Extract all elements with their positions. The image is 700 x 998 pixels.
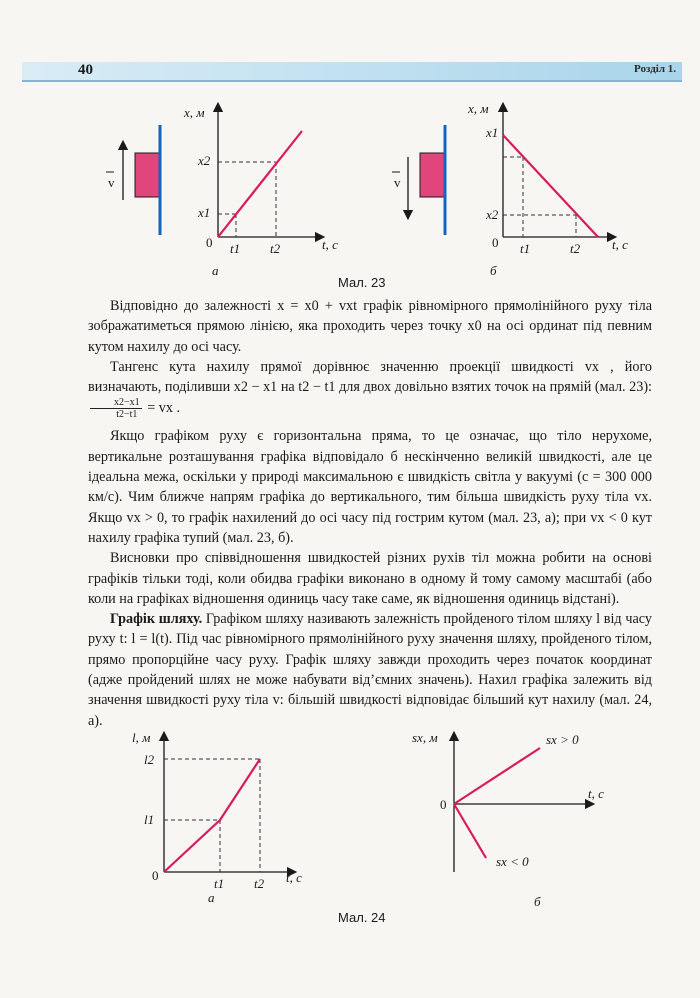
paragraph-4: Висновки про співвідношення швидкостей різних рухів тіл можна робити на основі графіків тільки тоді, коли обидва графіки виконано в одному й тому самому масштабі (або коли на графіках відношення одиниць часу таке саме, як відношення одиниць відстані).: [88, 550, 652, 607]
y-axis-label: x, м: [468, 101, 489, 116]
tick-t2: t2: [570, 241, 581, 256]
fraction-numerator: x2−x1: [90, 397, 142, 409]
tick-x1: x1: [486, 125, 499, 140]
paragraph-1: Відповідно до залежності x = x0 + vxt графік рівномірного прямолінійного руху тіла зображатиметься прямою лінією, яка проходить через точку x0 на осі ординат під певним кутом нахилу до осі часу.: [88, 298, 652, 355]
fraction-denominator: t2−t1: [116, 409, 138, 421]
paragraph-5-text: Графіком шляху називають залежність пройденого тілом шляху l від часу руху t: l = l(t). Під час рівномірного прямолінійного руху значення шляху, пройденого тілом, прямо пропорційне часу руху. Графік шляху завжди проходить через початок координат (адже пройдений шлях не може набувати від’ємних значень). Нахил графіка залежить від значення швидкості руху тіла v: більшій швидкості відповідає більший кут нахилу (мал. 24, а).: [88, 611, 652, 729]
negative-displacement-line: [454, 804, 486, 858]
velocity-label: v: [394, 175, 401, 190]
heading-path-graph: Графік шляху.: [110, 611, 203, 628]
tick-x1: x1: [198, 205, 211, 220]
figure-23-caption: Мал. 23: [338, 275, 386, 290]
tick-l2: l2: [144, 752, 155, 767]
tick-l1: l1: [144, 812, 155, 827]
figure-24-caption: Мал. 24: [338, 910, 386, 925]
paragraph-3: Якщо графіком руху є горизонтальна пряма, то це означає, що тіло нерухоме, вертикальне розташування графіка відповідало б нескінченно великій швидкості, але це ідеальна межа, оскільки у природі максимальною є швидкість світла у вакуумі (c = 300 000 км/с). Чим ближче напрям графіка до вертикального, тим більша швидкість руху тіла vx. Якщо vx > 0, то графік нахилений до осі часу під гострим кутом (мал. 23, а); при vx < 0 кут нахилу графіка тупий (мал. 23, б).: [88, 428, 652, 546]
body-text: [88, 296, 652, 731]
tick-t1: t1: [214, 876, 225, 891]
tick-t2: t2: [270, 241, 281, 256]
path-graph-line: [164, 759, 260, 872]
origin-label: 0: [152, 868, 159, 883]
paragraph-2-text: Тангенс кута нахилу прямої дорівнює значенню проекції швидкості vx , його визначають, поділивши x2 − x1 на t2 − t1 для двох довільно взятих точок на прямій (мал. 23):: [88, 358, 652, 396]
figure-23a: [100, 95, 350, 285]
position-graph-line: [218, 131, 302, 237]
paragraph-2: [88, 357, 652, 421]
page-number: 40: [78, 62, 93, 78]
section-label: Розділ 1.: [634, 63, 676, 75]
origin-label: 0: [440, 797, 447, 812]
positive-displacement-line: [454, 748, 540, 804]
position-graph-line: [503, 135, 598, 237]
upper-line-label: sx > 0: [546, 732, 579, 747]
moving-block: [420, 153, 444, 197]
tick-x2: x2: [198, 153, 211, 168]
x-axis-label: t, c: [286, 870, 302, 885]
origin-label: 0: [206, 235, 213, 250]
y-axis-label: l, м: [132, 730, 151, 745]
figure-24a: [120, 722, 340, 912]
paragraph-5: [88, 609, 652, 731]
panel-label-b: б: [534, 894, 541, 909]
header-bar: [22, 62, 682, 82]
paragraph-2-tail: = vx .: [147, 400, 181, 417]
x-axis-label: t, c: [588, 786, 604, 801]
figure-23b: [390, 95, 650, 285]
moving-block: [135, 153, 159, 197]
lower-line-label: sx < 0: [496, 854, 529, 869]
tick-t1: t1: [520, 241, 531, 256]
tick-t2: t2: [254, 876, 265, 891]
x-axis-label: t, c: [322, 237, 338, 252]
figure-24b: [400, 722, 620, 912]
y-axis-label: x, м: [184, 105, 205, 120]
panel-label-b: б: [490, 263, 497, 278]
x-axis-label: t, c: [612, 237, 628, 252]
origin-label: 0: [492, 235, 499, 250]
tick-t1: t1: [230, 241, 241, 256]
panel-label-a: а: [208, 890, 215, 905]
velocity-label: v: [108, 175, 115, 190]
panel-label-a: а: [212, 263, 219, 278]
tick-x2: x2: [486, 207, 499, 222]
slope-fraction: [90, 397, 142, 420]
y-axis-label: sx, м: [412, 730, 438, 745]
